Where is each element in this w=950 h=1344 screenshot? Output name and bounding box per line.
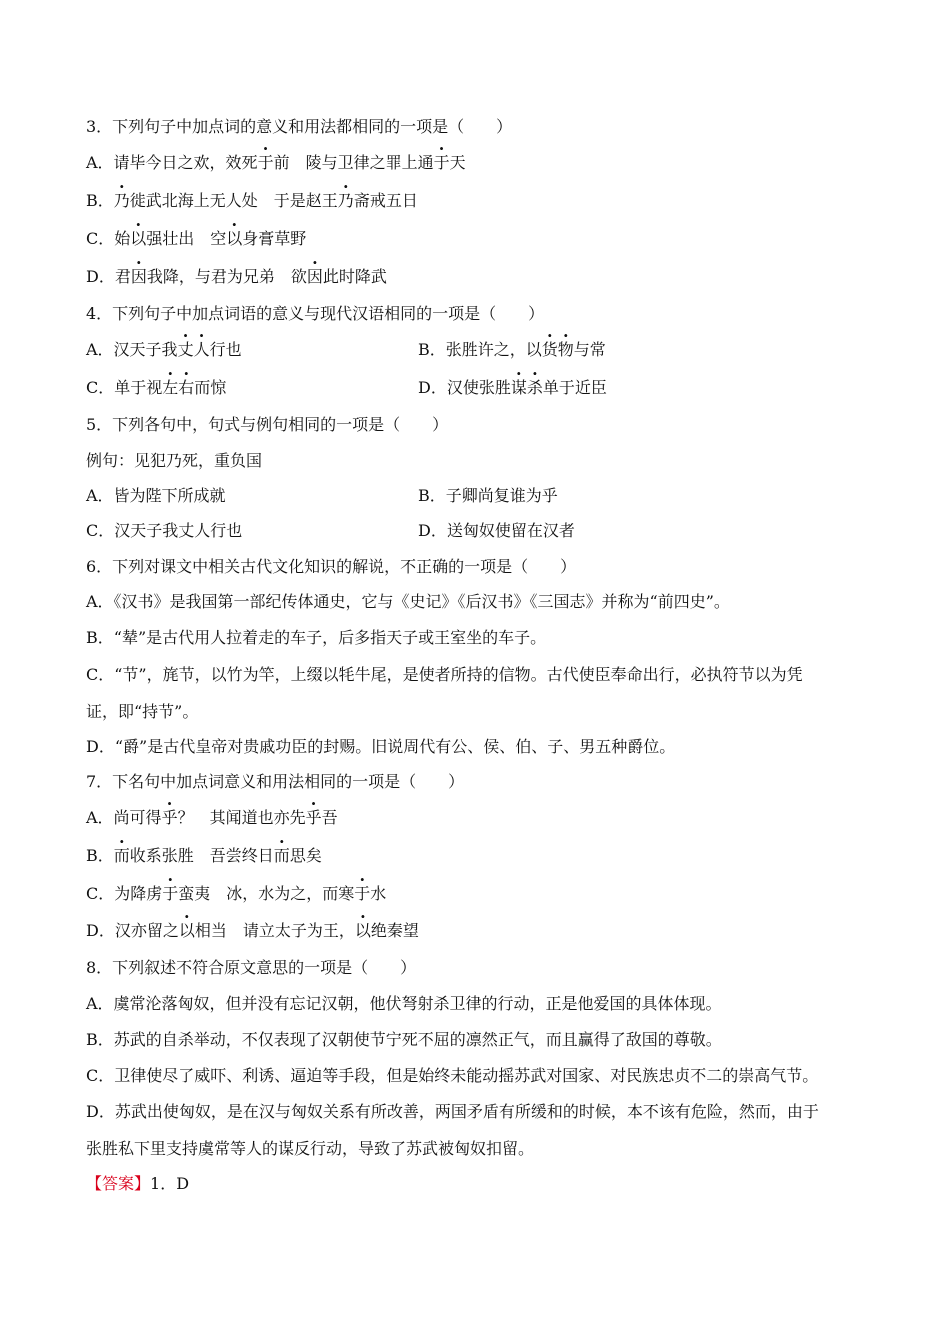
q8-stem: 8．下列叙述不符合原文意思的一项是（ ）	[86, 958, 417, 977]
q3-option-d: D．君因我降，与君为兄弟 欲因此时降武	[86, 267, 387, 286]
q4-option-c: C．单于视左右而惊	[86, 378, 227, 397]
q4-stem: 4．下列句子中加点词语的意义与现代汉语相同的一项是（ ）	[86, 304, 545, 323]
q3-option-a: A．请毕今日之欢，效死于前 陵与卫律之罪上通于天	[86, 153, 466, 172]
q7-option-b: B．而收系张胜 吾尝终日而思矣	[86, 846, 322, 865]
q3-option-b: B．乃徙武北海上无人处 于是赵王乃斋戒五日	[86, 191, 418, 210]
q7-option-c: C．为降虏于蛮夷 冰，水为之，而寒于水	[86, 884, 387, 903]
q5-option-c: C．汉天子我丈人行也	[86, 521, 243, 540]
q7-stem: 7．下名句中加点词意义和用法相同的一项是（ ）	[86, 772, 465, 791]
q8-option-a: A．虞常沦落匈奴，但并没有忘记汉朝，他伏弩射杀卫律的行动，正是他爱国的具体体现。	[86, 994, 722, 1013]
q5-stem: 5．下列各句中，句式与例句相同的一项是（ ）	[86, 415, 449, 434]
q5-row-1	[86, 486, 558, 506]
q6-option-c-cont: 证，即“持节”。	[86, 702, 199, 721]
q7-option-d: D．汉亦留之以相当 请立太子为王，以绝秦望	[86, 921, 419, 940]
q6-option-a: A．《汉书》是我国第一部纪传体通史，它与《史记》《后汉书》《三国志》并称为“前四史”。	[86, 592, 730, 611]
q6-option-b: B．“辇”是古代用人拉着走的车子，后多指天子或王室坐的车子。	[86, 628, 547, 647]
q3-stem: 3．下列句子中加点词的意义和用法都相同的一项是（ ）	[86, 117, 513, 136]
q3-option-c: C．始以强壮出 空以身膏草野	[86, 229, 307, 248]
answer-text: 1．D	[150, 1174, 190, 1193]
q8-option-d-cont: 张胜私下里支持虞常等人的谋反行动，导致了苏武被匈奴扣留。	[86, 1139, 535, 1158]
q5-row-2	[86, 521, 575, 541]
q5-example: 例句：见犯乃死，重负国	[86, 451, 263, 470]
q6-stem: 6．下列对课文中相关古代文化知识的解说，不正确的一项是（ ）	[86, 557, 577, 576]
q4-option-a: A．汉天子我丈人行也	[86, 340, 242, 359]
q4-option-b: B．张胜许之，以货物与常	[418, 340, 606, 359]
q4-row-1	[86, 340, 606, 360]
q4-row-2	[86, 378, 607, 398]
q8-option-b: B．苏武的自杀举动，不仅表现了汉朝使节宁死不屈的凛然正气，而且赢得了敌国的尊敬。	[86, 1030, 722, 1049]
q8-option-c: C．卫律使尽了威吓、利诱、逼迫等手段，但是始终未能动摇苏武对国家、对民族忠贞不二的崇高气节。	[86, 1066, 819, 1085]
q4-option-d: D．汉使张胜谋杀单于近臣	[418, 378, 607, 397]
answer-line	[86, 1174, 189, 1194]
q5-option-b: B．子卿尚复谁为乎	[418, 486, 558, 505]
q7-option-a: A．尚可得乎？ 其闻道也亦先乎吾	[86, 808, 338, 827]
q8-option-d: D．苏武出使匈奴，是在汉与匈奴关系有所改善，两国矛盾有所缓和的时候，本不该有危险，然而，由于	[86, 1102, 819, 1121]
answer-tag: 【答案】	[86, 1174, 151, 1193]
q6-option-d: D．“爵”是古代皇帝对贵戚功臣的封赐。旧说周代有公、侯、伯、子、男五种爵位。	[86, 737, 676, 756]
q5-option-a: A．皆为陛下所成就	[86, 486, 226, 505]
q6-option-c: C．“节”，旄节，以竹为竿，上缀以牦牛尾，是使者所持的信物。古代使臣奉命出行，必执符节以为凭	[86, 665, 803, 684]
q5-option-d: D．送匈奴使留在汉者	[418, 521, 575, 540]
